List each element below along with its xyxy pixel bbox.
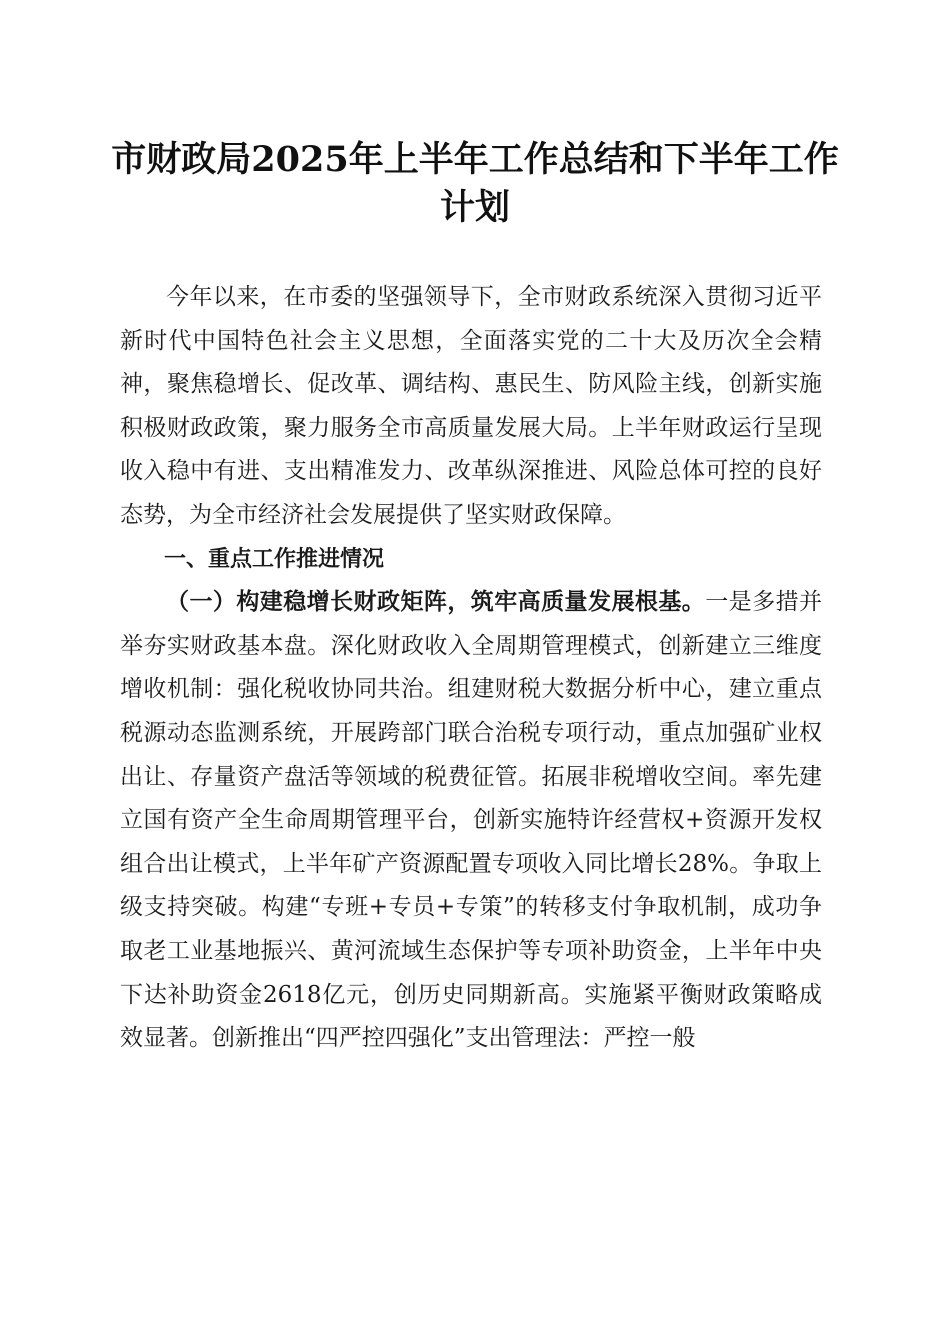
- subsection-paragraph: [120, 581, 822, 1061]
- document-body: [120, 276, 822, 1061]
- section-heading: 一、重点工作推进情况: [164, 546, 385, 572]
- subsection-body: 一是多措并举夯实财政基本盘。深化财政收入全周期管理模式，创新建立三维度增收机制：强化税收协同共治。组建财税大数据分析中心，建立重点税源动态监测系统，开展跨部门联合治税专项行动，重点加强矿业权出让、存量资产盘活等领域的税费征管。拓展非税增收空间。率先建立国有资产全生命周期管理平台，创新实施特许经营权+资源开发权组合出让模式，上半年矿产资源配置专项收入同比增长28%。争取上级支持突破。构建“专班+专员+专策”的转移支付争取机制，成功争取老工业基地振兴、黄河流域生态保护等专项补助资金，上半年中央下达补助资金2618亿元，创历史同期新高。实施紧平衡财政策略成效显著。创新推出“四严控四强化”支出管理法：严控一般: [120, 589, 823, 1052]
- subsection-lead: （一）构建稳增长财政矩阵，筑牢高质量发展根基。: [166, 589, 706, 616]
- document-title: 市财政局2025年上半年工作总结和下半年工作计划: [111, 139, 839, 228]
- intro-paragraph: 今年以来，在市委的坚强领导下，全市财政系统深入贯彻习近平新时代中国特色社会主义思想，全面落实党的二十大及历次全会精神，聚焦稳增长、促改革、调结构、惠民生、防风险主线，创新实施积极财政政策，聚力服务全市高质量发展大局。上半年财政运行呈现收入稳中有进、支出精准发力、改革纵深推进、风险总体可控的良好态势，为全市经济社会发展提供了坚实财政保障。: [120, 284, 822, 528]
